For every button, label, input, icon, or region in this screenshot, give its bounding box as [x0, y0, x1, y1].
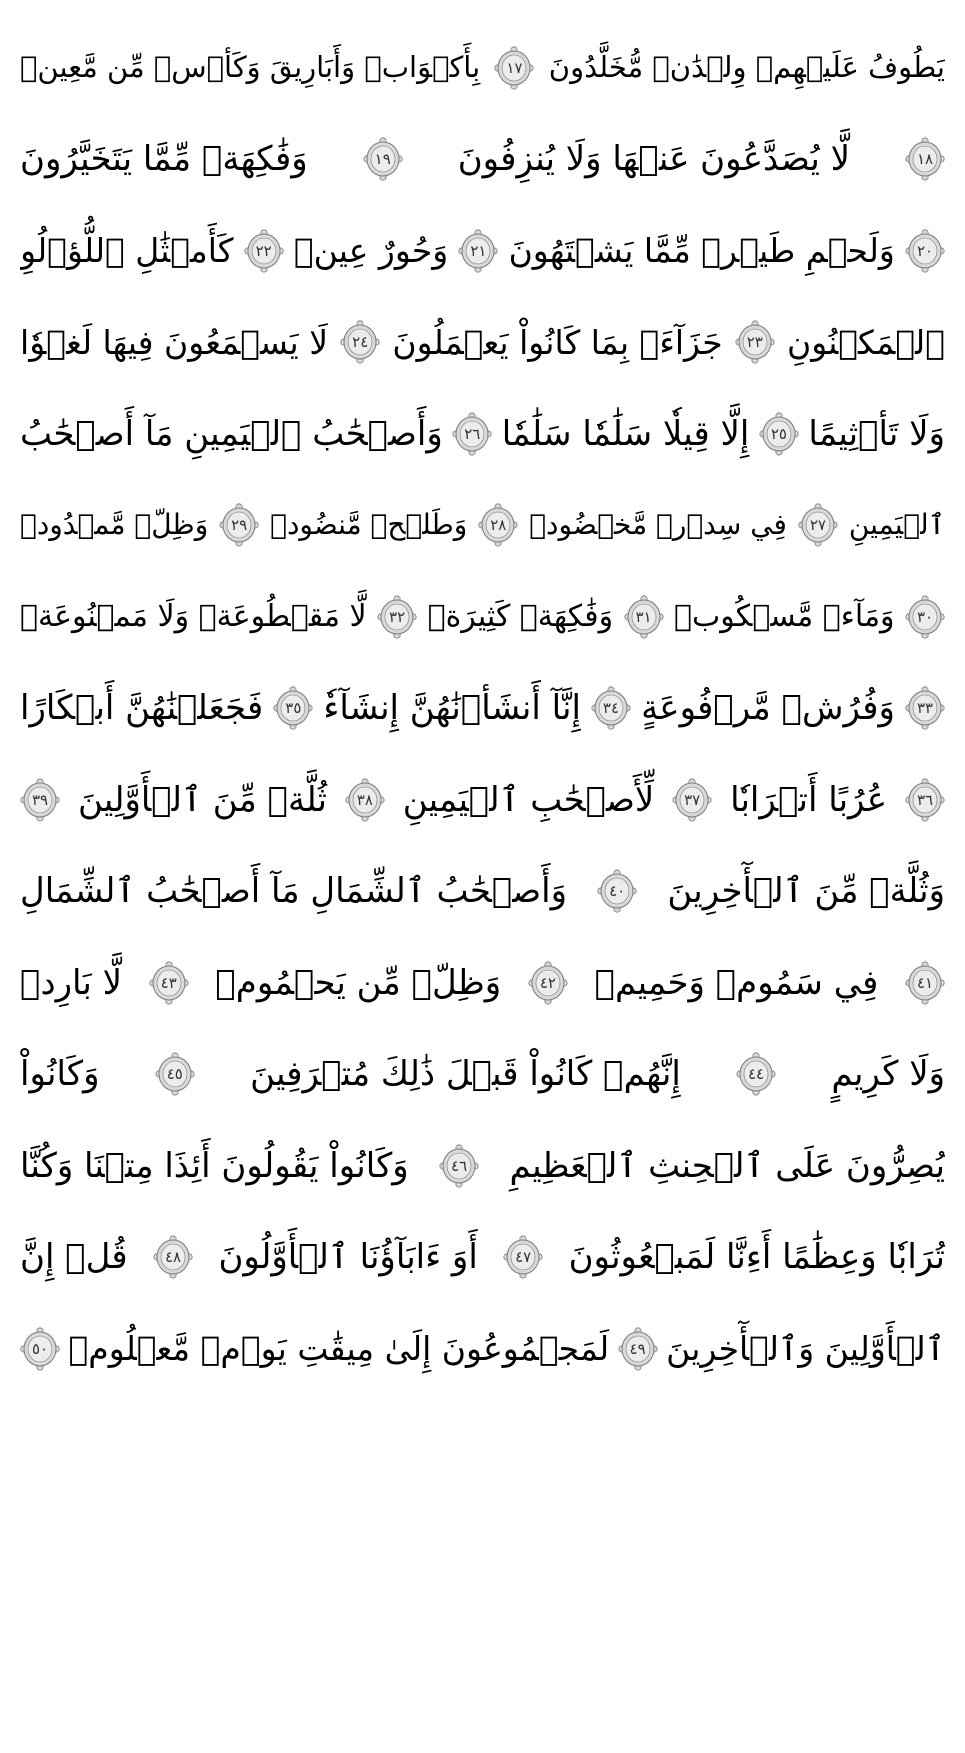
- text-line: [20, 846, 945, 938]
- text-line: [20, 571, 945, 663]
- verse-text-segment: وَأَصۡحَٰبُ ٱلۡيَمِينِ مَآ أَصۡحَٰبُ: [20, 413, 443, 454]
- text-line: [20, 205, 945, 297]
- ayah-number: ٢٣: [746, 333, 763, 352]
- ayah-number: ٤٥: [166, 1065, 183, 1084]
- ayah-number: ٣٤: [602, 699, 620, 718]
- ayah-number-marker: [905, 229, 945, 273]
- ayah-number: ٢٥: [770, 424, 787, 443]
- text-line: [20, 22, 945, 114]
- ayah-number-marker: [340, 320, 380, 364]
- ayah-number: ٣٩: [31, 790, 49, 809]
- text-line: [20, 114, 945, 206]
- ayah-number: ٣٦: [916, 790, 934, 809]
- ayah-number-marker: [244, 229, 284, 273]
- verse-text-segment: إِنَّهُمۡ كَانُواْ قَبۡلَ ذَٰلِكَ مُتۡرَفِينَ: [250, 1054, 681, 1095]
- text-line: [20, 754, 945, 846]
- verse-text-segment: ٱلۡيَمِينِ: [848, 508, 945, 542]
- verse-text-segment: وَظِلّٖ مَّمۡدُودٖ: [20, 508, 209, 542]
- ayah-number: ٤٠: [609, 882, 626, 901]
- ayah-number: ٢٦: [464, 424, 481, 443]
- ayah-number-marker: [452, 412, 492, 456]
- ayah-number-marker: [377, 595, 417, 639]
- ayah-number: ١٨: [916, 150, 934, 169]
- ayah-number-marker: [153, 1235, 193, 1279]
- verse-text-segment: وَفُرُشٖ مَّرۡفُوعَةٍ: [641, 688, 895, 729]
- verse-text-segment: قُلۡ إِنَّ: [20, 1237, 128, 1278]
- ayah-number: ١٩: [374, 150, 391, 169]
- verse-text-segment: وَمَآءٖ مَّسۡكُوبٖ: [674, 598, 895, 634]
- ayah-number-marker: [624, 595, 664, 639]
- text-line: [20, 388, 945, 480]
- text-line: [20, 297, 945, 389]
- verse-text-segment: تُرَابٗا وَعِظَٰمًا أَءِنَّا لَمَبۡعُوثُونَ: [568, 1237, 945, 1278]
- verse-text-segment: كَأَمۡثَٰلِ ٱللُّؤۡلُوِ: [20, 231, 234, 271]
- ayah-number-marker: [905, 778, 945, 822]
- ayah-number: ٤٧: [515, 1248, 532, 1267]
- ayah-number-marker: [20, 778, 60, 822]
- ayah-number: ٤٨: [164, 1248, 182, 1267]
- ayah-number-marker: [735, 320, 775, 364]
- verse-text-segment: وَلَا تَأۡثِيمًا: [808, 413, 945, 454]
- ayah-number: ٥٠: [31, 1339, 49, 1358]
- ayah-number-marker: [597, 869, 637, 913]
- ayah-number: ١٧: [506, 58, 523, 77]
- verse-text-segment: فِي سَمُومٖ وَحَمِيمٖ: [594, 962, 879, 1003]
- verse-text-segment: وَكَانُواْ يَقُولُونَ أَئِذَا مِتۡنَا وَكُنَّا: [20, 1145, 409, 1186]
- ayah-number-marker: [149, 961, 189, 1005]
- ayah-number: ٣٣: [916, 699, 934, 718]
- ayah-number: ٢٩: [231, 516, 248, 535]
- text-lines-container: [20, 22, 945, 1395]
- ayah-number-marker: [672, 778, 712, 822]
- verse-text-segment: وَكَانُواْ: [20, 1054, 100, 1095]
- ayah-number-marker: [905, 595, 945, 639]
- verse-text-segment: وَفَٰكِهَةٖ مِّمَّا يَتَخَيَّرُونَ: [20, 139, 308, 180]
- text-line: [20, 1029, 945, 1121]
- ayah-number-marker: [345, 778, 385, 822]
- verse-text-segment: وَطَلۡحٖ مَّنضُودٖ: [270, 508, 468, 542]
- ayah-number: ٢٧: [809, 516, 826, 535]
- ayah-number: ٤١: [916, 973, 934, 992]
- ayah-number: ٢٨: [490, 516, 507, 535]
- ayah-number-marker: [273, 686, 313, 730]
- ayah-number-marker: [759, 412, 799, 456]
- text-line: [20, 937, 945, 1029]
- ayah-number-marker: [736, 1052, 776, 1096]
- verse-text-segment: يُصِرُّونَ عَلَى ٱلۡحِنثِ ٱلۡعَظِيمِ: [509, 1145, 945, 1186]
- verse-text-segment: لَّا بَارِدٖ: [20, 962, 123, 1003]
- verse-text-segment: لَمَجۡمُوعُونَ إِلَىٰ مِيقَٰتِ يَوۡمٖ مَّعۡلُومٖ: [68, 1329, 610, 1369]
- verse-text-segment: وَظِلّٖ مِّن يَحۡمُومٖ: [215, 962, 502, 1003]
- verse-text-segment: لَّا يُصَدَّعُونَ عَنۡهَا وَلَا يُنزِفُونَ: [457, 139, 850, 180]
- ayah-number-marker: [219, 503, 259, 547]
- text-line: [20, 663, 945, 755]
- ayah-number: ٣١: [635, 607, 652, 626]
- ayah-number-marker: [905, 137, 945, 181]
- ayah-number-marker: [20, 1327, 60, 1371]
- ayah-number-marker: [155, 1052, 195, 1096]
- ayah-number-marker: [439, 1144, 479, 1188]
- ayah-number: ٢٠: [916, 241, 934, 260]
- ayah-number: ٣٠: [916, 607, 934, 626]
- verse-text-segment: جَزَآءَۢ بِمَا كَانُواْ يَعۡمَلُونَ: [392, 322, 723, 362]
- text-line: [20, 480, 945, 572]
- ayah-number: ٤٢: [539, 973, 556, 992]
- verse-text-segment: فِي سِدۡرٖ مَّخۡضُودٖ: [529, 508, 787, 542]
- ayah-number-marker: [618, 1327, 658, 1371]
- ayah-number: ٣٥: [285, 699, 302, 718]
- verse-text-segment: فَجَعَلۡنَٰهُنَّ أَبۡكَارًا: [20, 688, 264, 729]
- ayah-number: ٤٦: [451, 1156, 468, 1175]
- ayah-number: ٣٧: [684, 790, 701, 809]
- ayah-number-marker: [798, 503, 838, 547]
- ayah-number: ٢٢: [255, 241, 272, 260]
- verse-text-segment: ٱلۡمَكۡنُونِ: [786, 322, 945, 362]
- ayah-number: ٤٤: [748, 1065, 765, 1084]
- verse-text-segment: إِنَّآ أَنشَأۡنَٰهُنَّ إِنشَآءٗ: [323, 688, 581, 729]
- ayah-number-marker: [528, 961, 568, 1005]
- ayah-number-marker: [503, 1235, 543, 1279]
- ayah-number-marker: [494, 46, 534, 90]
- ayah-number-marker: [591, 686, 631, 730]
- ayah-number-marker: [905, 961, 945, 1005]
- text-line: [20, 1120, 945, 1212]
- verse-text-segment: وَحُورٌ عِينٞ: [293, 231, 449, 271]
- ayah-number: ٣٨: [356, 790, 373, 809]
- verse-text-segment: ٱلۡأَوَّلِينَ وَٱلۡأٓخِرِينَ: [666, 1329, 945, 1369]
- ayah-number: ٢١: [470, 241, 487, 260]
- verse-text-segment: وَأَصۡحَٰبُ ٱلشِّمَالِ مَآ أَصۡحَٰبُ ٱلشِّمَالِ: [20, 871, 567, 912]
- ayah-number-marker: [905, 686, 945, 730]
- text-line: [20, 1303, 945, 1395]
- ayah-number: ٤٩: [629, 1339, 646, 1358]
- verse-text-segment: لَّا مَقۡطُوعَةٖ وَلَا مَمۡنُوعَةٖ: [20, 598, 367, 634]
- verse-text-segment: وَلَا كَرِيمٍ: [831, 1054, 945, 1095]
- ayah-number: ٢٤: [352, 333, 369, 352]
- verse-text-segment: أَوَ ءَابَآؤُنَا ٱلۡأَوَّلُونَ: [218, 1237, 478, 1278]
- ayah-number-marker: [458, 229, 498, 273]
- verse-text-segment: إِلَّا قِيلٗا سَلَٰمٗا سَلَٰمٗا: [501, 413, 750, 454]
- verse-text-segment: لِّأَصۡحَٰبِ ٱلۡيَمِينِ: [402, 779, 655, 820]
- verse-text-segment: لَا يَسۡمَعُونَ فِيهَا لَغۡوٗا: [20, 322, 329, 362]
- ayah-number-marker: [363, 137, 403, 181]
- verse-text-segment: بِأَكۡوَابٖ وَأَبَارِيقَ وَكَأۡسٖ مِّن مَّعِينٖ: [20, 50, 481, 85]
- verse-text-segment: وَفَٰكِهَةٖ كَثِيرَةٖ: [427, 598, 614, 634]
- verse-text-segment: يَطُوفُ عَلَيۡهِمۡ وِلۡدَٰنٞ مُّخَلَّدُونَ: [548, 50, 945, 85]
- ayah-number-marker: [478, 503, 518, 547]
- text-line: [20, 1212, 945, 1304]
- ayah-number: ٣٢: [389, 607, 406, 626]
- verse-text-segment: وَلَحۡمِ طَيۡرٖ مِّمَّا يَشۡتَهُونَ: [508, 231, 895, 271]
- ayah-number: ٤٣: [160, 973, 177, 992]
- verse-text-segment: وَثُلَّةٞ مِّنَ ٱلۡأٓخِرِينَ: [667, 871, 945, 912]
- verse-text-segment: عُرُبًا أَتۡرَابٗا: [730, 779, 888, 820]
- verse-text-segment: ثُلَّةٞ مِّنَ ٱلۡأَوَّلِينَ: [77, 779, 327, 820]
